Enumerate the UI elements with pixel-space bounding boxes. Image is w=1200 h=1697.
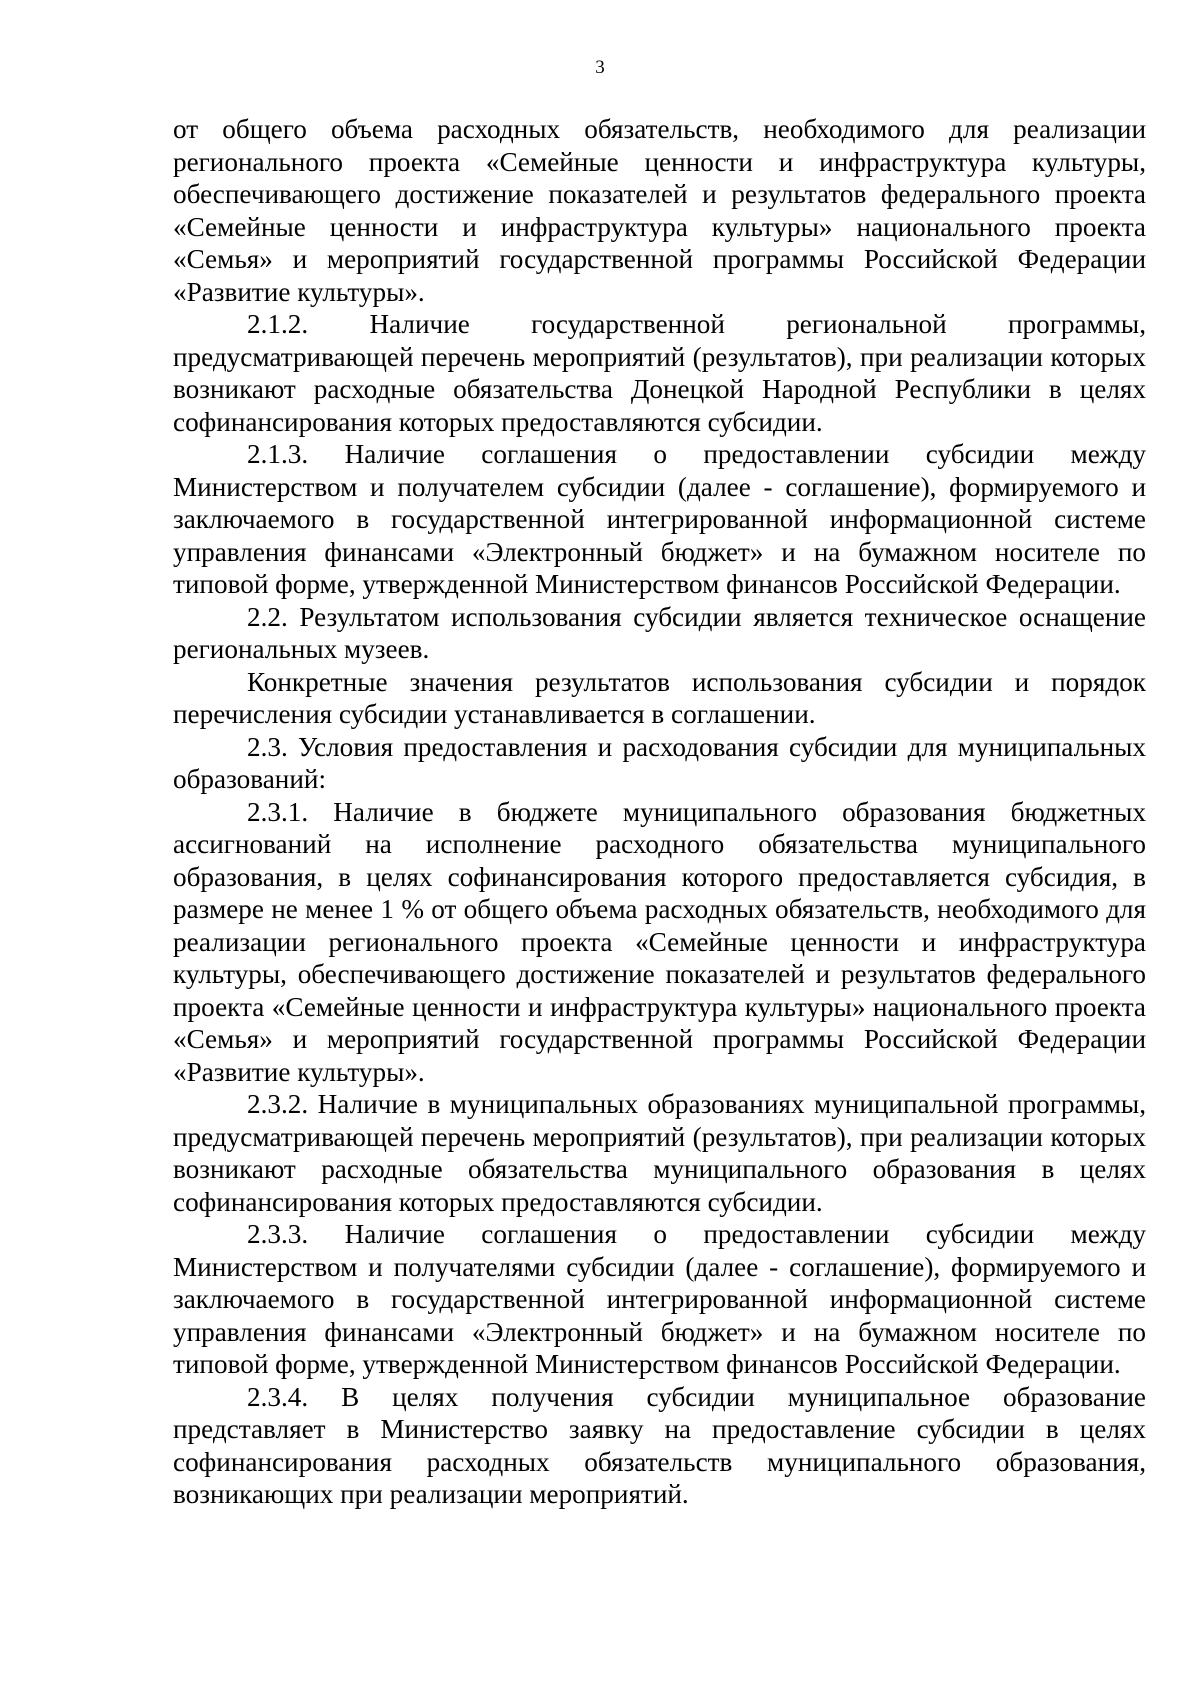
paragraph-result-values: Конкретные значения результатов использования субсидии и порядок перечисления субсидии устанавливается в соглашении.	[173, 666, 1146, 729]
paragraph-2-2: 2.2. Результатом использования субсидии является техническое оснащение региональных музеев.	[173, 601, 1146, 664]
page-number: 3	[595, 57, 605, 78]
paragraph-2-1-2: 2.1.2. Наличие государственной региональной программы, предусматривающей перечень мероприятий (результатов), при реализации которых возникают расходные обязательства Донецкой Народной Республики в целях софинансирования которых предоставляются субсидии.	[173, 309, 1146, 437]
paragraph-2-1-3: 2.1.3. Наличие соглашения о предоставлении субсидии между Министерством и получателем субсидии (далее - соглашение), формируемого и заключаемого в государственной интегрированной информационной системе управления финансами «Электронный бюджет» и на бумажном носителе по типовой форме, утвержденной Министерством финансов Российской Федерации.	[173, 439, 1146, 599]
paragraph-2-3-4: 2.3.4. В целях получения субсидии муниципальное образование представляет в Министерство заявку на предоставление субсидии в целях софинансирования расходных обязательств муниципального образования, возникающих при реализации мероприятий.	[173, 1381, 1146, 1509]
paragraph-2-3-2: 2.3.2. Наличие в муниципальных образованиях муниципальной программы, предусматривающей перечень мероприятий (результатов), при реализации которых возникают расходные обязательства муниципального образования в целях софинансирования которых предоставляются субсидии.	[173, 1089, 1146, 1217]
paragraph-continuation: от общего объема расходных обязательств, необходимого для реализации регионального проекта «Семейные ценности и инфраструктура культуры, обеспечивающего достижение показателей и результатов федерального проекта «Семейные ценности и инфраструктура культуры» национального проекта «Семья» и мероприятий государственной программы Российской Федерации «Развитие культуры».	[173, 114, 1146, 307]
paragraph-2-3-3: 2.3.3. Наличие соглашения о предоставлении субсидии между Министерством и получателями субсидии (далее - соглашение), формируемого и заключаемого в государственной интегрированной информационной системе управления финансами «Электронный бюджет» и на бумажном носителе по типовой форме, утвержденной Министерством финансов Российской Федерации.	[173, 1219, 1146, 1379]
paragraph-2-3-1: 2.3.1. Наличие в бюджете муниципального образования бюджетных ассигнований на исполнение расходного обязательства муниципального образования, в целях софинансирования которого предоставляется субсидия, в размере не менее 1 % от общего объема расходных обязательств, необходимого для реализации регионального проекта «Семейные ценности и инфраструктура культуры, обеспечивающего достижение показателей и результатов федерального проекта «Семейные ценности и инфраструктура культуры» национального проекта «Семья» и мероприятий государственной программы Российской Федерации «Развитие культуры».	[173, 796, 1146, 1087]
paragraph-2-3: 2.3. Условия предоставления и расходования субсидии для муниципальных образований:	[173, 731, 1146, 794]
document-body	[173, 113, 1146, 1511]
